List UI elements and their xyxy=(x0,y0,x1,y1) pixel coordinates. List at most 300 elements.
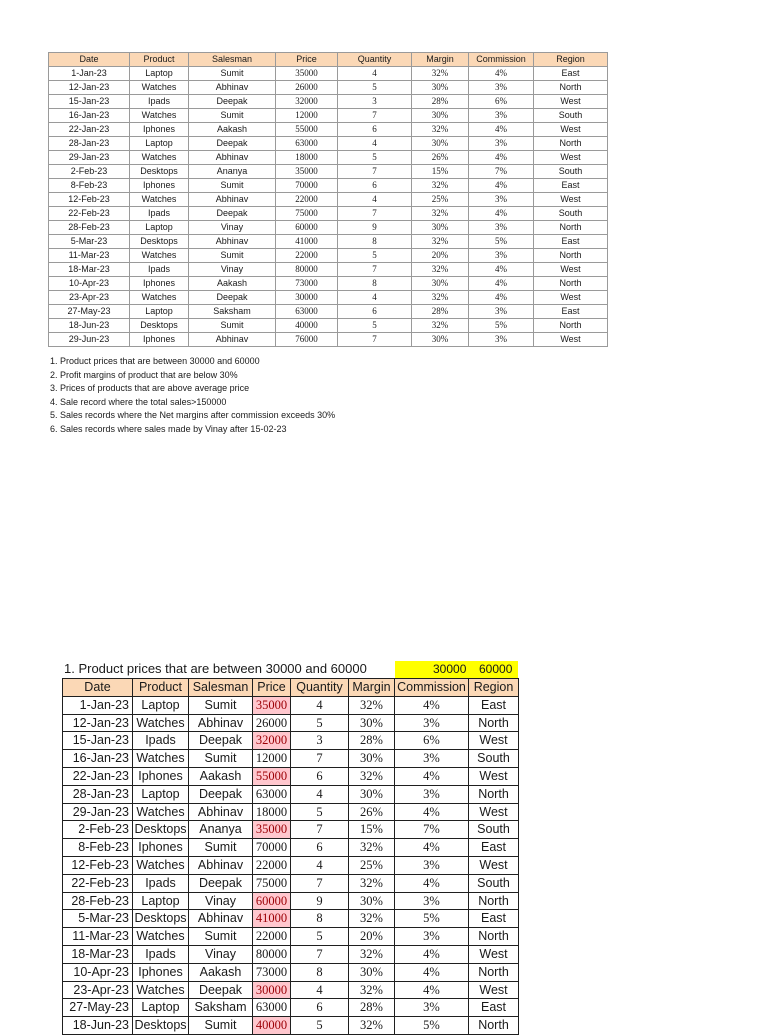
cell-commission: 4% xyxy=(469,151,534,165)
zoom-cell-commission: 5% xyxy=(395,1017,469,1035)
zoom-cell-salesman: Deepak xyxy=(189,732,253,750)
table-row xyxy=(49,319,608,333)
cell-product: Desktops xyxy=(130,235,189,249)
cell-product: Watches xyxy=(130,291,189,305)
cell-region: East xyxy=(534,235,608,249)
zoom-cell-product: Iphones xyxy=(133,963,189,981)
cell-product: Iphones xyxy=(130,123,189,137)
cell-quantity: 4 xyxy=(338,291,412,305)
zoom-cell-date: 28-Jan-23 xyxy=(63,785,133,803)
cell-margin: 30% xyxy=(412,221,469,235)
cell-salesman: Abhinav xyxy=(189,333,276,347)
cell-margin: 32% xyxy=(412,179,469,193)
cell-quantity: 6 xyxy=(338,179,412,193)
table-row xyxy=(49,193,608,207)
zoom-cell-quantity: 6 xyxy=(291,767,349,785)
zoom-cell-product: Watches xyxy=(133,928,189,946)
cell-commission: 7% xyxy=(469,165,534,179)
zoom-cell-salesman: Aakash xyxy=(189,963,253,981)
cell-date: 28-Jan-23 xyxy=(49,137,130,151)
zoom-cell-product: Watches xyxy=(133,803,189,821)
zoom-cell-region: East xyxy=(469,696,519,714)
zoom-cell-margin: 32% xyxy=(349,1017,395,1035)
table-row xyxy=(49,137,608,151)
zoom-cell-margin: 32% xyxy=(349,874,395,892)
cell-commission: 3% xyxy=(469,81,534,95)
cell-region: West xyxy=(534,193,608,207)
cell-salesman: Sumit xyxy=(189,319,276,333)
cell-date: 18-Mar-23 xyxy=(49,263,130,277)
cell-product: Laptop xyxy=(130,221,189,235)
sales-data-table xyxy=(48,52,608,347)
zoom-cell-region: North xyxy=(469,892,519,910)
column-header-date: Date xyxy=(49,53,130,67)
cell-margin: 30% xyxy=(412,109,469,123)
zoom-cell-product: Laptop xyxy=(133,696,189,714)
zoom-cell-price: 26000 xyxy=(253,714,291,732)
cell-commission: 4% xyxy=(469,207,534,221)
zoom-cell-salesman: Abhinav xyxy=(189,910,253,928)
column-header-margin: Margin xyxy=(412,53,469,67)
zoom-cell-commission: 5% xyxy=(395,910,469,928)
table-body xyxy=(49,67,608,347)
zoom-cell-quantity: 8 xyxy=(291,910,349,928)
table-row xyxy=(49,277,608,291)
table-row xyxy=(49,207,608,221)
cell-commission: 3% xyxy=(469,249,534,263)
cell-quantity: 5 xyxy=(338,151,412,165)
zoom-cell-commission: 3% xyxy=(395,750,469,768)
cell-commission: 4% xyxy=(469,123,534,137)
cell-quantity: 3 xyxy=(338,95,412,109)
cell-region: West xyxy=(534,333,608,347)
zoom-cell-date: 22-Feb-23 xyxy=(63,874,133,892)
zoom-cell-salesman: Deepak xyxy=(189,785,253,803)
cell-price: 76000 xyxy=(276,333,338,347)
zoom-table-row xyxy=(63,696,519,714)
criteria-upper-value: 60000 xyxy=(479,662,513,676)
table-row xyxy=(49,151,608,165)
zoom-cell-quantity: 6 xyxy=(291,999,349,1017)
zoom-cell-margin: 15% xyxy=(349,821,395,839)
table-row xyxy=(49,291,608,305)
cell-product: Ipads xyxy=(130,95,189,109)
zoom-cell-margin: 28% xyxy=(349,999,395,1017)
cell-region: North xyxy=(534,81,608,95)
zoom-cell-price: 18000 xyxy=(253,803,291,821)
cell-region: North xyxy=(534,277,608,291)
cell-date: 5-Mar-23 xyxy=(49,235,130,249)
cell-region: South xyxy=(534,109,608,123)
cell-date: 10-Apr-23 xyxy=(49,277,130,291)
zoom-cell-margin: 26% xyxy=(349,803,395,821)
zoom-cell-margin: 28% xyxy=(349,732,395,750)
cell-product: Desktops xyxy=(130,319,189,333)
cell-region: West xyxy=(534,291,608,305)
zoom-cell-quantity: 9 xyxy=(291,892,349,910)
zoom-cell-margin: 32% xyxy=(349,696,395,714)
cell-price: 35000 xyxy=(276,67,338,81)
question-item: 5. Sales records where the Net margins after commission exceeds 30% xyxy=(50,410,336,421)
zoom-cell-product: Watches xyxy=(133,714,189,732)
zoom-cell-product: Laptop xyxy=(133,999,189,1017)
zoom-cell-margin: 25% xyxy=(349,856,395,874)
zoom-cell-region: North xyxy=(469,1017,519,1035)
zoom-column-header-date: Date xyxy=(63,679,133,697)
cell-product: Laptop xyxy=(130,67,189,81)
cell-salesman: Vinay xyxy=(189,221,276,235)
zoom-cell-salesman: Sumit xyxy=(189,928,253,946)
cell-date: 15-Jan-23 xyxy=(49,95,130,109)
zoom-cell-quantity: 7 xyxy=(291,750,349,768)
column-header-product: Product xyxy=(130,53,189,67)
zoom-cell-price: 80000 xyxy=(253,945,291,963)
zoom-cell-date: 16-Jan-23 xyxy=(63,750,133,768)
zoom-cell-quantity: 6 xyxy=(291,839,349,857)
question-item: 6. Sales records where sales made by Vinay after 15-02-23 xyxy=(50,423,287,434)
zoom-cell-price: 41000 xyxy=(253,910,291,928)
column-header-price: Price xyxy=(276,53,338,67)
zoom-cell-salesman: Aakash xyxy=(189,767,253,785)
cell-commission: 5% xyxy=(469,319,534,333)
zoom-cell-product: Desktops xyxy=(133,1017,189,1035)
cell-date: 18-Jun-23 xyxy=(49,319,130,333)
cell-commission: 3% xyxy=(469,109,534,123)
zoom-cell-region: West xyxy=(469,945,519,963)
cell-margin: 32% xyxy=(412,235,469,249)
cell-commission: 4% xyxy=(469,263,534,277)
zoom-cell-quantity: 4 xyxy=(291,696,349,714)
table-row xyxy=(49,221,608,235)
cell-price: 18000 xyxy=(276,151,338,165)
zoom-cell-region: South xyxy=(469,821,519,839)
zoom-cell-margin: 30% xyxy=(349,963,395,981)
table-row xyxy=(49,179,608,193)
cell-date: 1-Jan-23 xyxy=(49,67,130,81)
cell-date: 11-Mar-23 xyxy=(49,249,130,263)
table-row xyxy=(49,305,608,319)
cell-salesman: Deepak xyxy=(189,207,276,221)
cell-price: 70000 xyxy=(276,179,338,193)
table-row xyxy=(49,95,608,109)
cell-product: Watches xyxy=(130,193,189,207)
zoom-cell-date: 18-Mar-23 xyxy=(63,945,133,963)
cell-salesman: Aakash xyxy=(189,277,276,291)
zoom-cell-quantity: 5 xyxy=(291,803,349,821)
zoom-cell-date: 2-Feb-23 xyxy=(63,821,133,839)
zoom-cell-product: Watches xyxy=(133,750,189,768)
cell-product: Iphones xyxy=(130,333,189,347)
zoom-cell-product: Iphones xyxy=(133,839,189,857)
zoom-cell-product: Watches xyxy=(133,856,189,874)
zoom-table-row xyxy=(63,928,519,946)
table-row xyxy=(49,333,608,347)
cell-region: East xyxy=(534,305,608,319)
zoom-table-row xyxy=(63,750,519,768)
zoom-cell-margin: 30% xyxy=(349,785,395,803)
cell-product: Ipads xyxy=(130,263,189,277)
cell-date: 12-Jan-23 xyxy=(49,81,130,95)
zoom-cell-quantity: 7 xyxy=(291,874,349,892)
zoom-cell-commission: 3% xyxy=(395,714,469,732)
zoom-cell-quantity: 5 xyxy=(291,714,349,732)
zoom-column-header-region: Region xyxy=(469,679,519,697)
cell-margin: 20% xyxy=(412,249,469,263)
cell-quantity: 8 xyxy=(338,277,412,291)
cell-quantity: 8 xyxy=(338,235,412,249)
zoom-table-row xyxy=(63,714,519,732)
cell-region: North xyxy=(534,221,608,235)
table-row xyxy=(49,109,608,123)
zoom-cell-salesman: Sumit xyxy=(189,750,253,768)
zoom-cell-region: East xyxy=(469,999,519,1017)
zoom-cell-region: South xyxy=(469,750,519,768)
zoom-table-row xyxy=(63,981,519,999)
column-header-salesman: Salesman xyxy=(189,53,276,67)
cell-region: West xyxy=(534,123,608,137)
column-header-quantity: Quantity xyxy=(338,53,412,67)
zoom-cell-margin: 20% xyxy=(349,928,395,946)
cell-margin: 15% xyxy=(412,165,469,179)
cell-product: Laptop xyxy=(130,137,189,151)
cell-region: South xyxy=(534,207,608,221)
zoom-cell-commission: 3% xyxy=(395,999,469,1017)
zoom-cell-date: 8-Feb-23 xyxy=(63,839,133,857)
zoom-cell-commission: 4% xyxy=(395,945,469,963)
cell-price: 63000 xyxy=(276,137,338,151)
table-row xyxy=(49,249,608,263)
cell-salesman: Vinay xyxy=(189,263,276,277)
cell-commission: 4% xyxy=(469,179,534,193)
zoom-cell-margin: 32% xyxy=(349,767,395,785)
cell-price: 12000 xyxy=(276,109,338,123)
zoom-cell-quantity: 7 xyxy=(291,821,349,839)
zoom-table-row xyxy=(63,803,519,821)
zoom-cell-commission: 4% xyxy=(395,803,469,821)
zoom-cell-commission: 3% xyxy=(395,928,469,946)
zoom-table-row xyxy=(63,910,519,928)
table-row xyxy=(49,165,608,179)
zoom-cell-quantity: 8 xyxy=(291,963,349,981)
zoom-cell-margin: 32% xyxy=(349,910,395,928)
zoom-cell-commission: 3% xyxy=(395,785,469,803)
zoom-cell-commission: 6% xyxy=(395,732,469,750)
cell-quantity: 7 xyxy=(338,333,412,347)
cell-price: 22000 xyxy=(276,249,338,263)
criteria-lower-value: 30000 xyxy=(433,662,467,676)
zoom-cell-product: Watches xyxy=(133,981,189,999)
zoom-cell-salesman: Sumit xyxy=(189,839,253,857)
cell-date: 12-Feb-23 xyxy=(49,193,130,207)
zoom-cell-margin: 30% xyxy=(349,714,395,732)
zoom-cell-date: 11-Mar-23 xyxy=(63,928,133,946)
cell-margin: 30% xyxy=(412,81,469,95)
cell-price: 32000 xyxy=(276,95,338,109)
cell-date: 22-Feb-23 xyxy=(49,207,130,221)
cell-margin: 30% xyxy=(412,333,469,347)
zoom-table-row xyxy=(63,839,519,857)
question-item: 1. Product prices that are between 30000 and 60000 xyxy=(50,356,260,366)
zoom-cell-date: 18-Jun-23 xyxy=(63,1017,133,1035)
zoom-cell-date: 12-Feb-23 xyxy=(63,856,133,874)
cell-region: South xyxy=(534,165,608,179)
zoom-cell-margin: 32% xyxy=(349,839,395,857)
cell-margin: 32% xyxy=(412,291,469,305)
zoom-cell-price: 73000 xyxy=(253,963,291,981)
zoom-cell-salesman: Sumit xyxy=(189,696,253,714)
table-row xyxy=(49,81,608,95)
cell-product: Ipads xyxy=(130,207,189,221)
cell-commission: 3% xyxy=(469,333,534,347)
zoom-cell-commission: 4% xyxy=(395,839,469,857)
zoom-table-row xyxy=(63,963,519,981)
zoom-table-header-row xyxy=(63,679,519,697)
cell-quantity: 9 xyxy=(338,221,412,235)
zoom-cell-margin: 32% xyxy=(349,981,395,999)
cell-date: 8-Feb-23 xyxy=(49,179,130,193)
zoom-cell-region: East xyxy=(469,910,519,928)
cell-date: 29-Jan-23 xyxy=(49,151,130,165)
zoom-cell-quantity: 4 xyxy=(291,785,349,803)
zoom-cell-region: West xyxy=(469,767,519,785)
zoom-cell-price: 32000 xyxy=(253,732,291,750)
cell-price: 73000 xyxy=(276,277,338,291)
zoom-cell-commission: 7% xyxy=(395,821,469,839)
zoom-cell-region: North xyxy=(469,785,519,803)
zoom-cell-price: 12000 xyxy=(253,750,291,768)
cell-product: Watches xyxy=(130,109,189,123)
cell-region: North xyxy=(534,249,608,263)
zoom-cell-region: North xyxy=(469,963,519,981)
cell-salesman: Sumit xyxy=(189,67,276,81)
zoom-table-row xyxy=(63,892,519,910)
cell-price: 63000 xyxy=(276,305,338,319)
cell-salesman: Aakash xyxy=(189,123,276,137)
cell-price: 35000 xyxy=(276,165,338,179)
zoom-cell-date: 1-Jan-23 xyxy=(63,696,133,714)
cell-region: West xyxy=(534,95,608,109)
zoom-cell-commission: 4% xyxy=(395,767,469,785)
cell-product: Watches xyxy=(130,151,189,165)
zoom-cell-date: 23-Apr-23 xyxy=(63,981,133,999)
zoom-cell-quantity: 3 xyxy=(291,732,349,750)
cell-quantity: 7 xyxy=(338,207,412,221)
cell-region: West xyxy=(534,151,608,165)
zoom-cell-margin: 30% xyxy=(349,892,395,910)
zoom-cell-salesman: Deepak xyxy=(189,981,253,999)
zoom-table-row xyxy=(63,856,519,874)
zoom-cell-region: North xyxy=(469,714,519,732)
zoom-table-row xyxy=(63,1017,519,1035)
zoom-cell-salesman: Vinay xyxy=(189,945,253,963)
zoom-cell-price: 70000 xyxy=(253,839,291,857)
question-item: 2. Profit margins of product that are below 30% xyxy=(50,369,238,380)
zoom-cell-region: West xyxy=(469,803,519,821)
table-row xyxy=(49,67,608,81)
zoom-cell-margin: 30% xyxy=(349,750,395,768)
cell-margin: 30% xyxy=(412,137,469,151)
cell-date: 22-Jan-23 xyxy=(49,123,130,137)
zoom-cell-region: West xyxy=(469,732,519,750)
zoom-cell-date: 29-Jan-23 xyxy=(63,803,133,821)
zoom-cell-quantity: 7 xyxy=(291,945,349,963)
cell-quantity: 4 xyxy=(338,137,412,151)
table-header-row xyxy=(49,53,608,67)
cell-quantity: 5 xyxy=(338,319,412,333)
zoom-cell-commission: 4% xyxy=(395,963,469,981)
zoom-cell-salesman: Vinay xyxy=(189,892,253,910)
column-header-region: Region xyxy=(534,53,608,67)
zoom-cell-margin: 32% xyxy=(349,945,395,963)
cell-commission: 5% xyxy=(469,235,534,249)
cell-product: Watches xyxy=(130,81,189,95)
cell-price: 26000 xyxy=(276,81,338,95)
zoom-cell-product: Ipads xyxy=(133,945,189,963)
cell-date: 29-Jun-23 xyxy=(49,333,130,347)
zoom-cell-price: 40000 xyxy=(253,1017,291,1035)
questions-list xyxy=(50,355,335,437)
cell-commission: 4% xyxy=(469,67,534,81)
cell-margin: 28% xyxy=(412,305,469,319)
zoom-cell-price: 22000 xyxy=(253,928,291,946)
zoom-cell-product: Laptop xyxy=(133,785,189,803)
zoom-cell-region: West xyxy=(469,981,519,999)
cell-price: 60000 xyxy=(276,221,338,235)
zoom-cell-salesman: Sumit xyxy=(189,1017,253,1035)
cell-quantity: 7 xyxy=(338,263,412,277)
cell-commission: 3% xyxy=(469,193,534,207)
zoom-cell-price: 22000 xyxy=(253,856,291,874)
question-item: 3. Prices of products that are above average price xyxy=(50,383,250,394)
cell-salesman: Sumit xyxy=(189,249,276,263)
zoom-cell-region: West xyxy=(469,856,519,874)
zoom-cell-commission: 4% xyxy=(395,981,469,999)
cell-quantity: 5 xyxy=(338,249,412,263)
zoom-cell-price: 75000 xyxy=(253,874,291,892)
cell-commission: 4% xyxy=(469,277,534,291)
zoom-table-body xyxy=(63,696,519,1034)
cell-date: 2-Feb-23 xyxy=(49,165,130,179)
zoom-column-header-price: Price xyxy=(253,679,291,697)
zoom-cell-date: 15-Jan-23 xyxy=(63,732,133,750)
zoom-cell-product: Iphones xyxy=(133,767,189,785)
zoom-cell-date: 27-May-23 xyxy=(63,999,133,1017)
cell-quantity: 4 xyxy=(338,193,412,207)
cell-price: 41000 xyxy=(276,235,338,249)
cell-price: 40000 xyxy=(276,319,338,333)
zoom-cell-price: 60000 xyxy=(253,892,291,910)
cell-product: Iphones xyxy=(130,277,189,291)
cell-salesman: Deepak xyxy=(189,137,276,151)
zoom-cell-date: 10-Apr-23 xyxy=(63,963,133,981)
table-row xyxy=(49,263,608,277)
zoom-cell-salesman: Abhinav xyxy=(189,856,253,874)
cell-region: North xyxy=(534,319,608,333)
cell-product: Iphones xyxy=(130,179,189,193)
zoom-cell-product: Laptop xyxy=(133,892,189,910)
zoom-table-row xyxy=(63,999,519,1017)
cell-salesman: Saksham xyxy=(189,305,276,319)
cell-region: East xyxy=(534,179,608,193)
cell-date: 16-Jan-23 xyxy=(49,109,130,123)
zoom-table-row xyxy=(63,874,519,892)
zoom-cell-price: 35000 xyxy=(253,821,291,839)
cell-margin: 32% xyxy=(412,263,469,277)
zoom-cell-salesman: Saksham xyxy=(189,999,253,1017)
cell-quantity: 6 xyxy=(338,305,412,319)
zoom-cell-quantity: 5 xyxy=(291,1017,349,1035)
zoom-cell-date: 22-Jan-23 xyxy=(63,767,133,785)
